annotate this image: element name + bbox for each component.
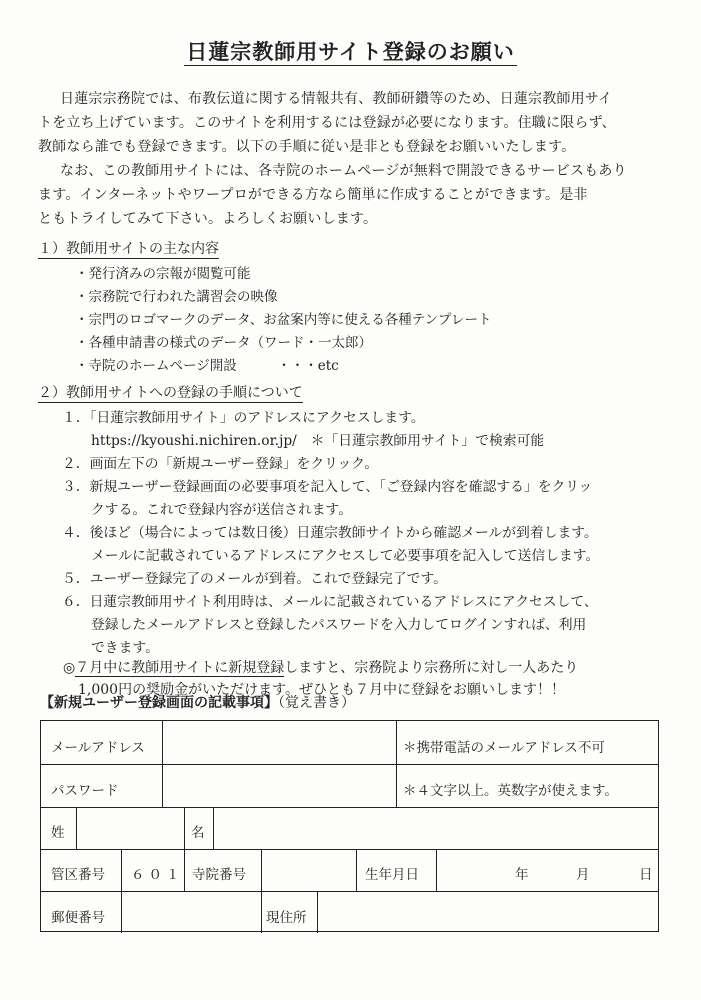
birth-month-label: 月 <box>576 867 590 883</box>
given-name-field[interactable] <box>214 808 654 848</box>
step-line: ３．新規ユーザー登録画面の必要事項を記入して、「ご登録内容を確認する」をクリッ <box>62 479 593 495</box>
step-line: できます。 <box>91 640 159 656</box>
surname-field[interactable] <box>77 808 183 848</box>
email-label: メールアドレス <box>51 740 145 756</box>
incentive-note: ◎７月中に教師用サイトに新規登録しますと、宗務院より宗務所に対し一人あたり <box>63 660 579 676</box>
temple-number-label: 寺院番号 <box>192 867 246 883</box>
step-line: ６．日蓮宗教師用サイト利用時は、メールに記載されているアドレスにアクセスして、 <box>62 594 598 610</box>
intro-line-3: 教師なら誰でも登録できます。以下の手順に従い是非とも登録をお願いいたします。 <box>38 139 576 155</box>
section1-item: ・宗門のロゴマークのデータ、お盆案内等に使える各種テンプレート <box>75 312 492 328</box>
section1-item: ・宗務院で行われた講習会の映像 <box>75 289 278 305</box>
incentive-note-line2: 1,000円の奨励金がいただけます。ぜひとも７月中に登録をお願いします！！ <box>78 682 565 698</box>
section1-item: ・発行済みの宗報が閲覧可能 <box>75 266 251 282</box>
intro-line-4: なお、この教師用サイトには、各寺院のホームページが無料で開設できるサービスもあり <box>60 163 627 179</box>
intro-line-2: トを立ち上げています。このサイトを利用するには登録が必要になります。住職に限らず、 <box>38 115 616 131</box>
section1-item: ・寺院のホームページ開設 ・・・etc <box>75 358 339 374</box>
email-field[interactable] <box>163 722 395 763</box>
password-field[interactable] <box>163 765 395 806</box>
postal-code-field[interactable] <box>122 892 260 932</box>
section1-heading: １）教師用サイトの主な内容 <box>38 241 220 257</box>
intro-line-6: ともトライしてみて下さい。よろしくお願いします。 <box>38 211 378 227</box>
given-name-label: 名 <box>191 825 205 841</box>
birthdate-label: 生年月日 <box>365 867 419 883</box>
password-note: ＊４文字以上。英数字が使えます。 <box>403 783 618 799</box>
registration-form-table <box>40 720 659 932</box>
intro-line-1: 日蓮宗宗務院では、布教伝道に関する情報共有、教師研鑽等のため、日蓮宗教師用サイ <box>60 91 613 107</box>
district-number-value: ６０１ <box>131 867 184 883</box>
step-line: ５．ユーザー登録完了のメールが到着。これで登録完了です。 <box>62 571 447 587</box>
address-field[interactable] <box>318 892 654 932</box>
step-line: １．「日蓮宗教師用サイト」のアドレスにアクセスします。 <box>62 410 425 426</box>
step-line: メールに記載されているアドレスにアクセスして必要事項を記入して送信します。 <box>91 548 600 564</box>
email-note: ＊携帯電話のメールアドレス不可 <box>403 740 605 756</box>
birth-year-label: 年 <box>515 867 529 883</box>
step-line: ２．画面左下の「新規ユーザー登録」をクリック。 <box>62 456 379 472</box>
memo-title: 【新規ユーザー登録画面の記載事項】（覚え書き） <box>40 695 355 711</box>
section2-heading: ２）教師用サイトへの登録の手順について <box>38 385 303 401</box>
step-line: https://kyoushi.nichiren.or.jp/ ＊「日蓮宗教師用サイト」で検索可能 <box>91 433 545 449</box>
intro-line-5: ます。インターネットやワープロができる方なら簡単に作成することができます。是非 <box>38 187 588 203</box>
section1-item: ・各種申請書の様式のデータ（ワード・一太郎） <box>75 335 372 351</box>
temple-number-field[interactable] <box>262 850 355 890</box>
step-line: ４．後ほど（場合によっては数日後）日蓮宗教師サイトから確認メールが到着します。 <box>62 525 598 541</box>
step-line: 登録したメールアドレスと登録したパスワードを入力してログインすれば、利用 <box>91 617 587 633</box>
password-label: パスワード <box>51 783 119 799</box>
district-number-label: 管区番号 <box>51 867 105 883</box>
address-label: 現住所 <box>266 910 307 926</box>
postal-code-label: 郵便番号 <box>51 910 105 926</box>
surname-label: 姓 <box>51 825 65 841</box>
step-line: クする。これで登録内容が送信されます。 <box>91 502 353 518</box>
page-title: 日蓮宗教師用サイト登録のお願い <box>186 40 515 64</box>
birth-day-label: 日 <box>639 867 653 883</box>
